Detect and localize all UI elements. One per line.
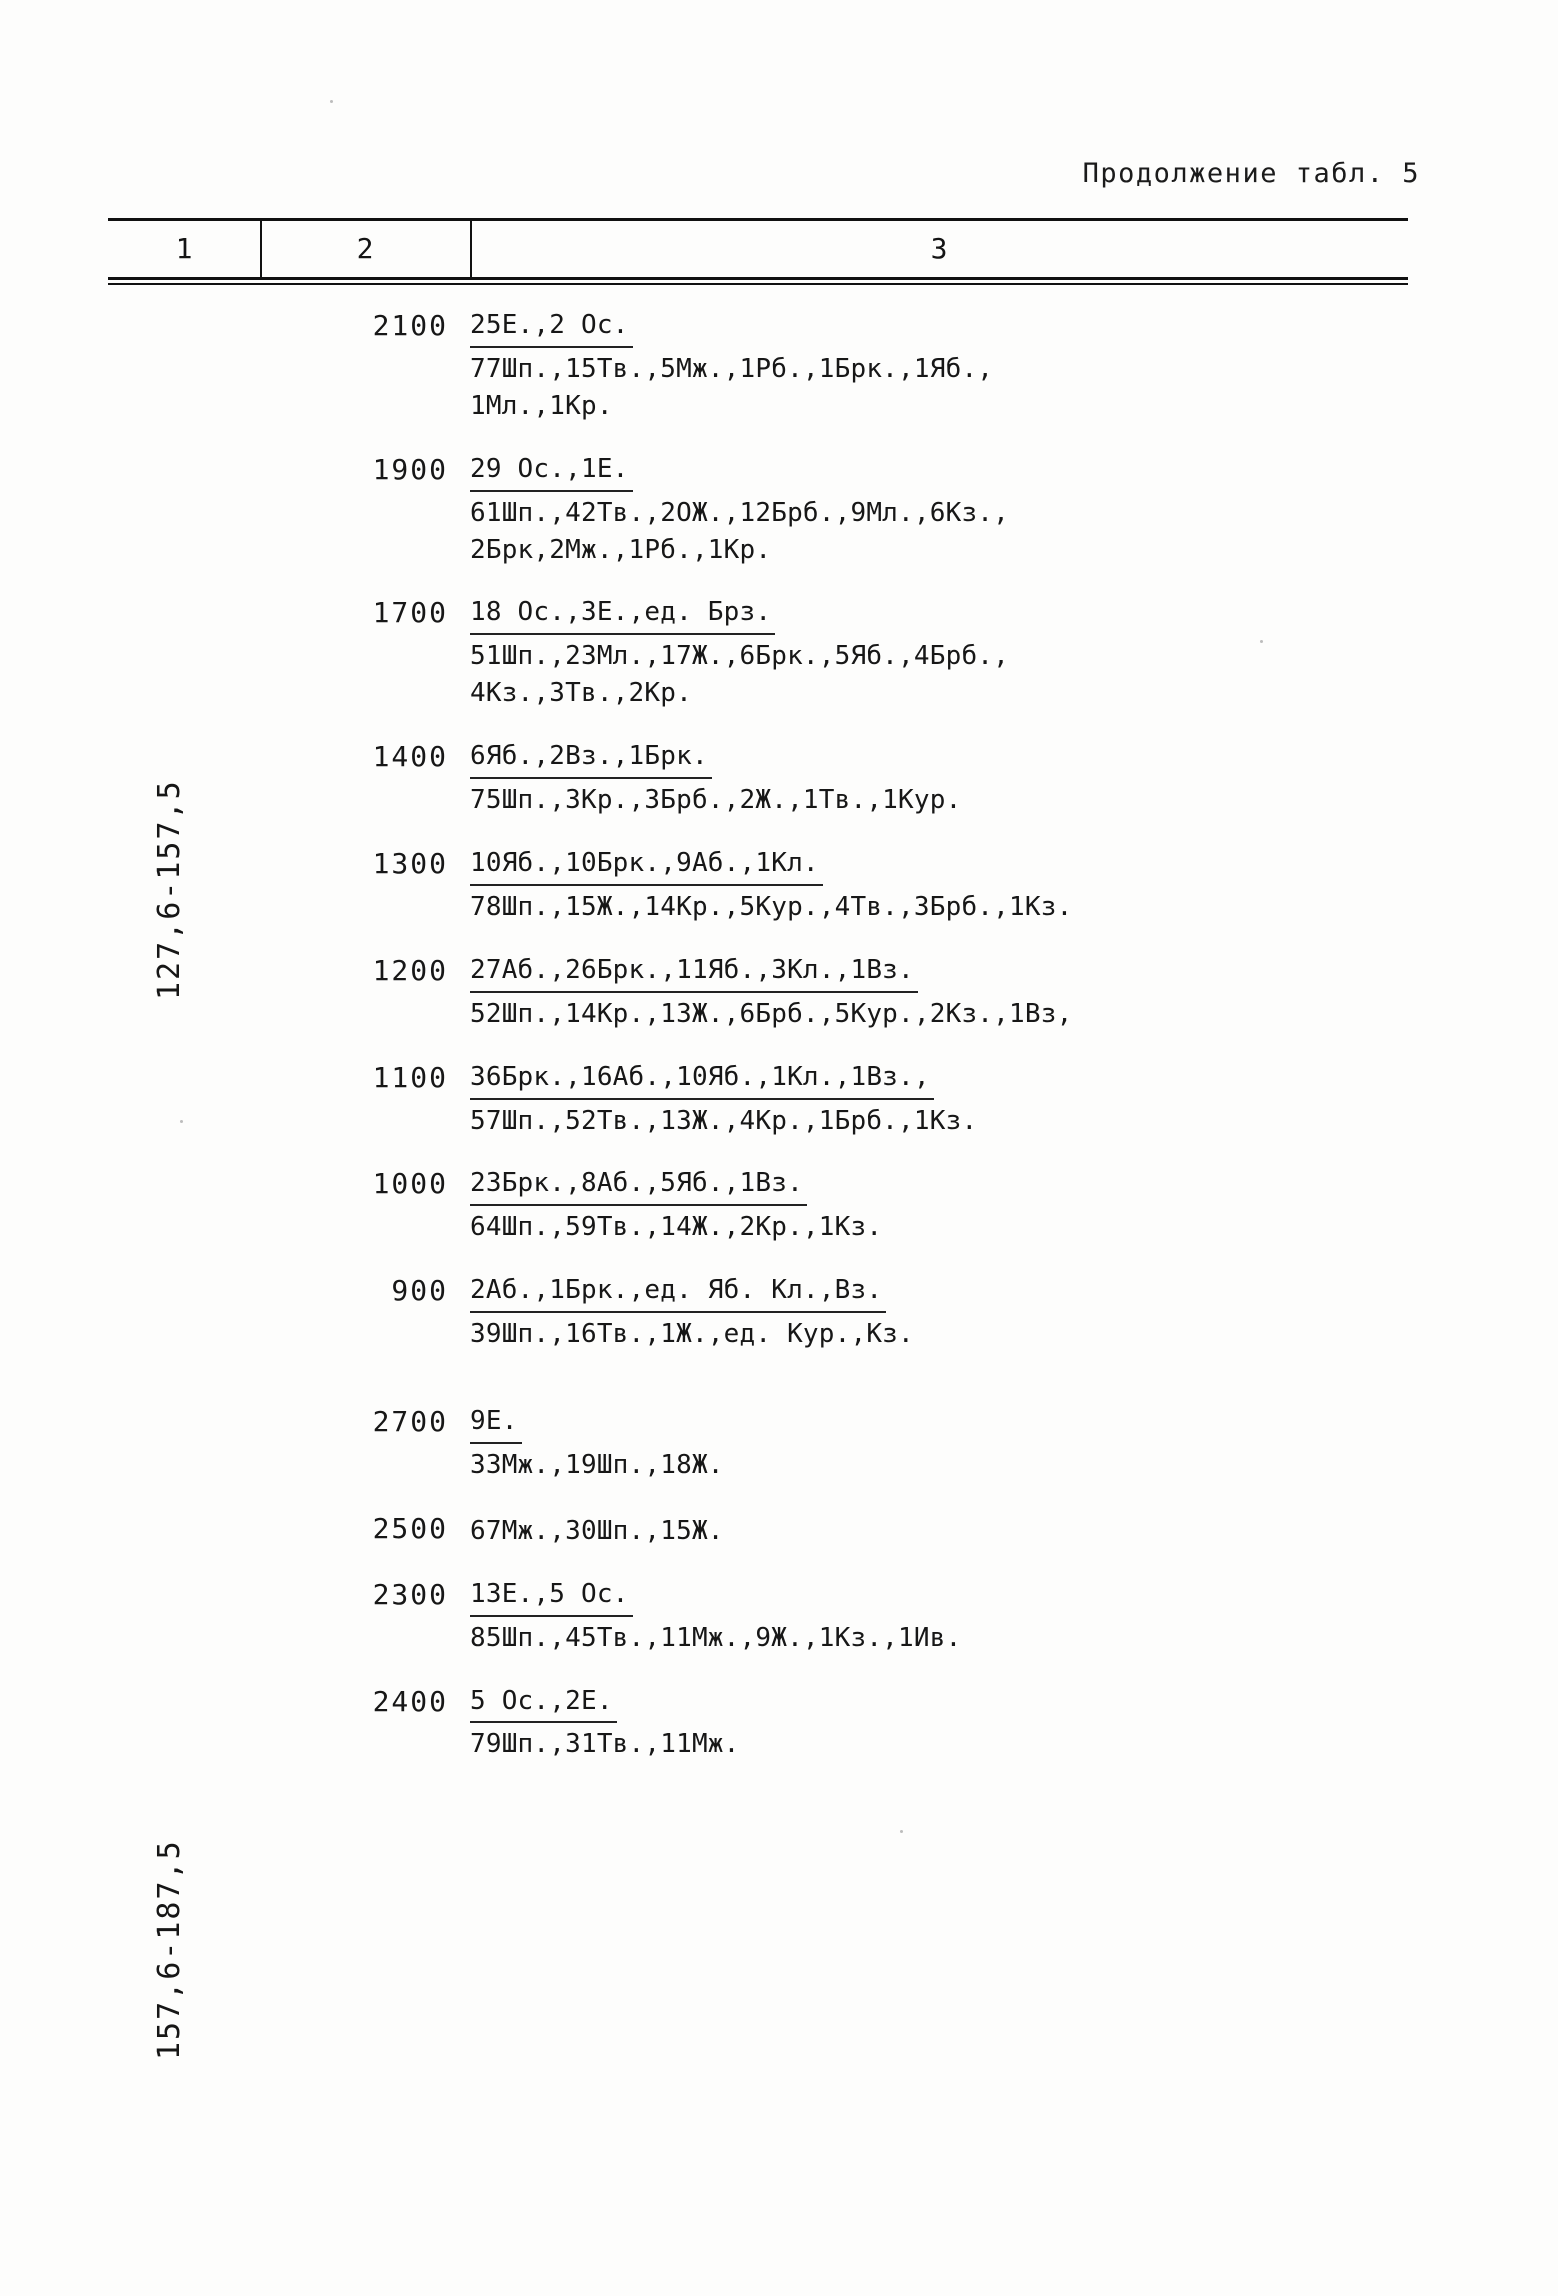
- composition-denominator: 67Мж.,30Шп.,15Ж.: [470, 1515, 724, 1546]
- data-table: [108, 218, 1408, 1789]
- row-composition: [470, 1683, 1408, 1764]
- composition-numerator: 23Брк.,8Аб.,5Яб.,1Вз.: [470, 1165, 807, 1206]
- row-number: 2100: [372, 309, 448, 342]
- composition-denominator-cont: 4Кз.,3Тв.,2Кр.: [470, 678, 692, 709]
- row-composition: [470, 1510, 1408, 1550]
- table-row: [108, 845, 1408, 926]
- column-header-2: 2: [356, 232, 374, 265]
- column-header-3: 3: [930, 232, 948, 265]
- row-composition: [470, 1576, 1408, 1657]
- composition-numerator: 29 Ос.,1Е.: [470, 451, 633, 492]
- row-composition: [470, 1403, 1408, 1484]
- row-composition: [470, 1059, 1408, 1140]
- table-row: [108, 738, 1408, 819]
- table-body: [108, 285, 1408, 1763]
- header-divider-1: [260, 221, 262, 277]
- row-number: 2400: [372, 1684, 448, 1718]
- table-header-row: [108, 221, 1408, 277]
- table-row: [108, 1683, 1408, 1764]
- row-composition: [470, 845, 1408, 926]
- composition-numerator: 13Е.,5 Ос.: [470, 1576, 633, 1617]
- composition-numerator: 36Брк.,16Аб.,10Яб.,1Кл.,1Вз.,: [470, 1059, 934, 1100]
- row-number: 1100: [372, 1060, 448, 1094]
- composition-denominator: 77Шп.,15Тв.,5Мж.,1Рб.,1Брк.,1Яб.,: [470, 353, 994, 384]
- row-composition: [470, 738, 1408, 819]
- row-composition: [470, 952, 1408, 1033]
- row-number: 1900: [372, 452, 448, 486]
- table-row: [108, 1272, 1408, 1353]
- composition-denominator: 51Шп.,23Мл.,17Ж.,6Брк.,5Яб.,4Брб.,: [470, 641, 1010, 672]
- paper-speck: [330, 100, 333, 103]
- paper-speck: [1260, 640, 1263, 643]
- composition-denominator: 75Шп.,3Кр.,3Брб.,2Ж.,1Тв.,1Кур.: [470, 785, 962, 816]
- table-header-rule: [108, 277, 1408, 280]
- column-header-1: 1: [175, 232, 193, 265]
- table-row: [108, 451, 1408, 569]
- composition-numerator: 9Е.: [470, 1403, 522, 1444]
- table-row: [108, 1510, 1408, 1550]
- row-composition: [470, 1165, 1408, 1246]
- row-number: 2300: [372, 1577, 448, 1611]
- composition-denominator: 39Шп.,16Тв.,1Ж.,ед. Кур.,Кз.: [470, 1319, 914, 1350]
- row-number: 1300: [372, 846, 448, 880]
- group-label-range-a: 127,6-157,5: [152, 779, 187, 1000]
- composition-denominator: 61Шп.,42Тв.,2ОЖ.,12Брб.,9Мл.,6Кз.,: [470, 497, 1010, 528]
- paper-speck: [180, 1120, 183, 1123]
- composition-denominator: 64Шп.,59Тв.,14Ж.,2Кр.,1Кз.: [470, 1212, 883, 1243]
- composition-numerator: 25Е.,2 Ос.: [470, 307, 633, 348]
- row-number: 900: [391, 1274, 448, 1308]
- composition-denominator: 57Шп.,52Тв.,13Ж.,4Кр.,1Брб.,1Кз.: [470, 1105, 978, 1136]
- table-row: [108, 952, 1408, 1033]
- composition-numerator: 27Аб.,26Брк.,11Яб.,3Кл.,1Вз.: [470, 952, 918, 993]
- composition-numerator: 5 Ос.,2Е.: [470, 1683, 617, 1724]
- row-number: 1200: [372, 953, 448, 987]
- paper-speck: [900, 1830, 903, 1833]
- composition-denominator-cont: 2Брк,2Мж.,1Рб.,1Кр.: [470, 534, 772, 565]
- continuation-caption: Продолжение табл. 5: [1082, 158, 1420, 189]
- table-row: [108, 1165, 1408, 1246]
- row-composition: [470, 451, 1408, 569]
- table-row: [108, 307, 1408, 425]
- row-composition: [470, 594, 1408, 712]
- composition-denominator: 52Шп.,14Кр.,13Ж.,6Брб.,5Кур.,2Кз.,1Вз,: [470, 998, 1073, 1029]
- composition-denominator: 78Шп.,15Ж.,14Кр.,5Кур.,4Тв.,3Брб.,1Кз.: [470, 891, 1073, 922]
- row-composition: [470, 307, 1408, 425]
- group-label-range-b: 157,6-187,5: [152, 1839, 187, 2060]
- composition-numerator: 10Яб.,10Брк.,9Аб.,1Кл.: [470, 845, 823, 886]
- row-number: 1700: [372, 596, 448, 630]
- composition-numerator: 6Яб.,2Вз.,1Брк.: [470, 738, 712, 779]
- row-number: 2500: [372, 1511, 448, 1545]
- table-row: [108, 594, 1408, 712]
- row-number: 1000: [372, 1167, 448, 1201]
- composition-numerator: 18 Ос.,3Е.,ед. Брз.: [470, 594, 775, 635]
- header-divider-2: [470, 221, 472, 277]
- table-row: [108, 1576, 1408, 1657]
- table-row: [108, 1403, 1408, 1484]
- composition-denominator: 85Шп.,45Тв.,11Мж.,9Ж.,1Кз.,1Ив.: [470, 1622, 962, 1653]
- row-composition: [470, 1272, 1408, 1353]
- composition-denominator: 79Шп.,31Тв.,11Мж.: [470, 1729, 740, 1760]
- row-number: 1400: [372, 740, 448, 774]
- composition-numerator: 2Аб.,1Брк.,ед. Яб. Кл.,Вз.: [470, 1272, 886, 1313]
- composition-denominator-cont: 1Мл.,1Кр.: [470, 390, 613, 421]
- row-number: 2700: [372, 1405, 448, 1439]
- table-row: [108, 1059, 1408, 1140]
- composition-denominator: 33Мж.,19Шп.,18Ж.: [470, 1449, 724, 1480]
